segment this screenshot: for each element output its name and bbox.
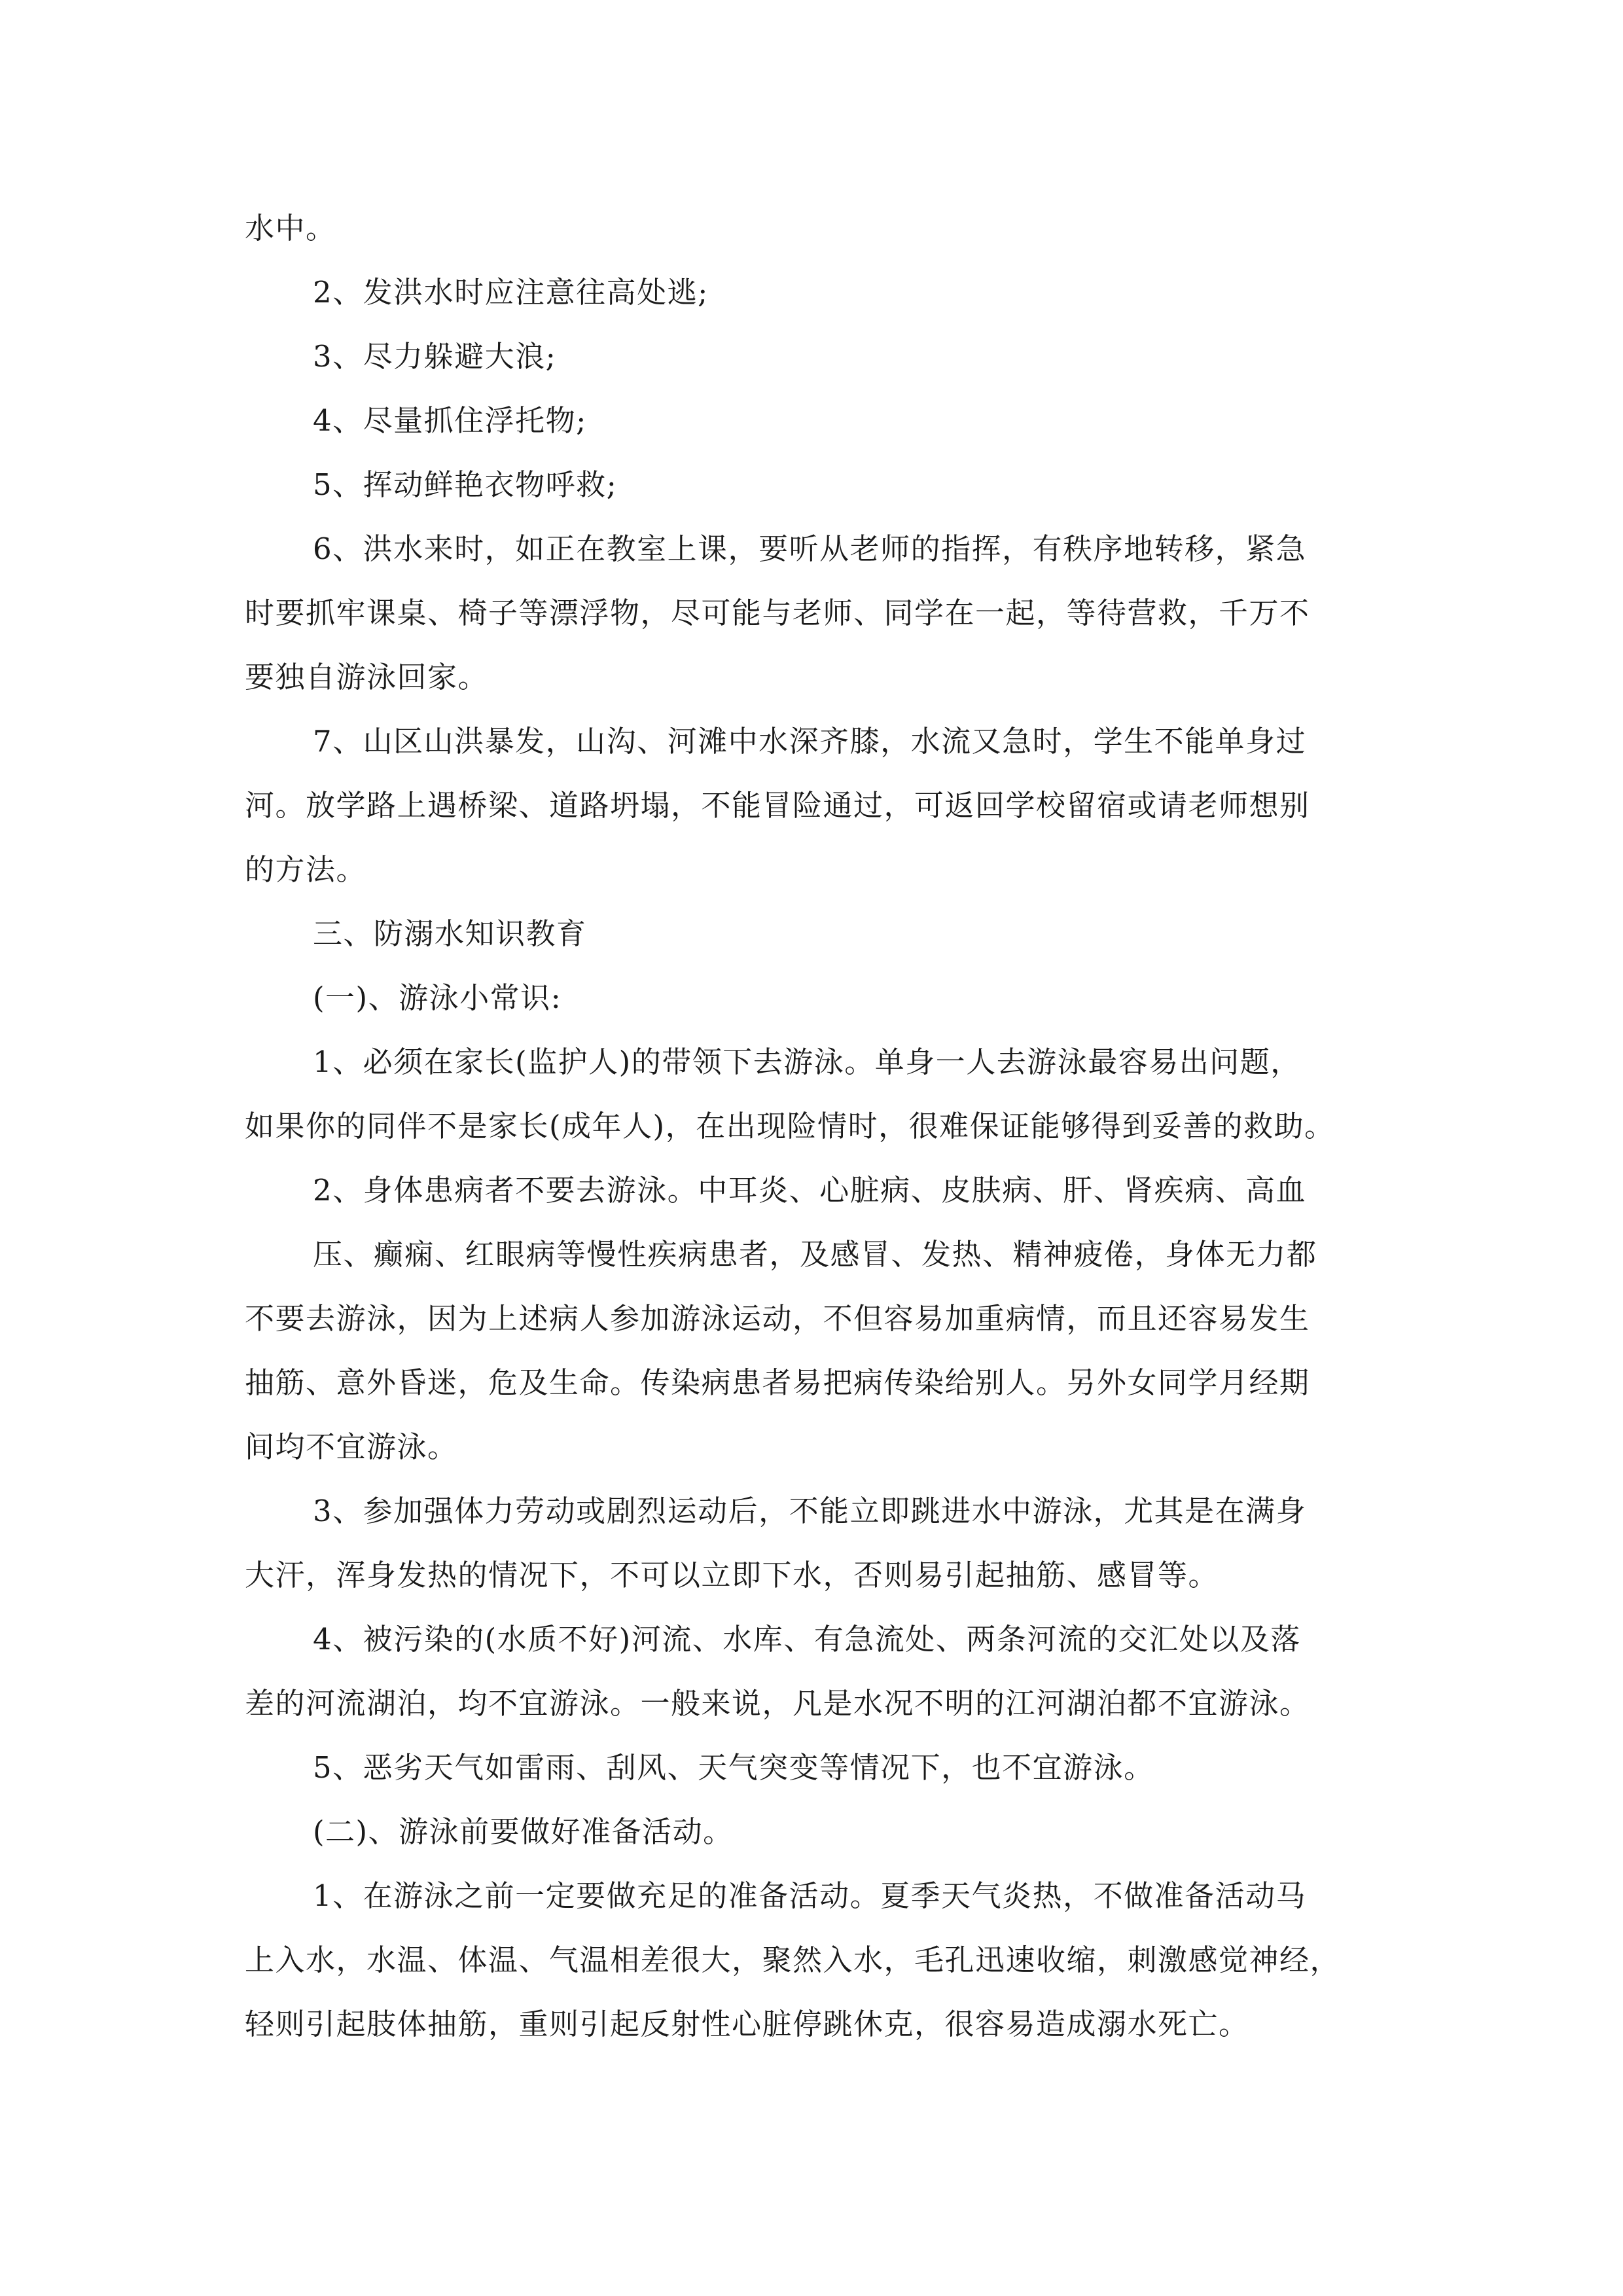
text-line: 5、恶劣天气如雷雨、刮风、天气突变等情况下，也不宜游泳。 (313, 1750, 1154, 1785)
text-line: 时要抓牢课桌、椅子等漂浮物，尽可能与老师、同学在一起，等待营救，千万不 (245, 596, 1310, 630)
text-line: 1、必须在家长(监护人)的带领下去游泳。单身一人去游泳最容易出问题， (313, 1045, 1301, 1079)
text-line: 压、癫痫、红眼病等慢性疾病患者，及感冒、发热、精神疲倦，身体无力都 (313, 1237, 1317, 1272)
text-line: 差的河流湖泊，均不宜游泳。一般来说，凡是水况不明的江河湖泊都不宜游泳。 (245, 1686, 1310, 1721)
text-line: 水中。 (245, 211, 336, 245)
text-line: 抽筋、意外昏迷，危及生命。传染病患者易把病传染给别人。另外女同学月经期 (245, 1365, 1310, 1400)
text-line: 三、防溺水知识教育 (313, 916, 587, 951)
text-line: (二)、游泳前要做好准备活动。 (313, 1814, 734, 1849)
text-line: 间均不宜游泳。 (245, 1429, 458, 1464)
text-line: 轻则引起肢体抽筋，重则引起反射性心脏停跳休克，很容易造成溺水死亡。 (245, 2007, 1249, 2041)
text-line: 6、洪水来时，如正在教室上课，要听从老师的指挥，有秩序地转移，紧急 (313, 531, 1307, 566)
text-line: 如果你的同伴不是家长(成年人)，在出现险情时，很难保证能够得到妥善的救助。 (245, 1109, 1335, 1143)
text-line: 不要去游泳，因为上述病人参加游泳运动，不但容易加重病情，而且还容易发生 (245, 1301, 1310, 1336)
text-line: 1、在游泳之前一定要做充足的准备活动。夏季天气炎热，不做准备活动马 (313, 1878, 1307, 1913)
text-line: 大汗，浑身发热的情况下，不可以立即下水，否则易引起抽筋、感冒等。 (245, 1558, 1219, 1592)
text-line: 上入水，水温、体温、气温相差很大，聚然入水，毛孔迅速收缩，刺激感觉神经， (245, 1943, 1341, 1977)
document-body (245, 196, 1383, 2056)
text-line: 河。放学路上遇桥梁、道路坍塌，不能冒险通过，可返回学校留宿或请老师想别 (245, 788, 1310, 823)
text-line: 要独自游泳回家。 (245, 660, 489, 694)
text-line: 2、身体患病者不要去游泳。中耳炎、心脏病、皮肤病、肝、肾疾病、高血 (313, 1173, 1307, 1208)
text-line: 5、挥动鲜艳衣物呼救; (313, 467, 618, 502)
text-line: 3、参加强体力劳动或剧烈运动后，不能立即跳进水中游泳，尤其是在满身 (313, 1494, 1307, 1528)
text-line: 2、发洪水时应注意往高处逃; (313, 275, 709, 310)
text-line: 3、尽力躲避大浪; (313, 339, 557, 374)
text-line: 的方法。 (245, 852, 367, 887)
text-line: 7、山区山洪暴发，山沟、河滩中水深齐膝，水流又急时，学生不能单身过 (313, 724, 1307, 759)
text-line: (一)、游泳小常识: (313, 980, 562, 1015)
text-line: 4、尽量抓住浮托物; (313, 403, 587, 438)
text-line: 4、被污染的(水质不好)河流、水库、有急流处、两条河流的交汇处以及落 (313, 1622, 1301, 1657)
